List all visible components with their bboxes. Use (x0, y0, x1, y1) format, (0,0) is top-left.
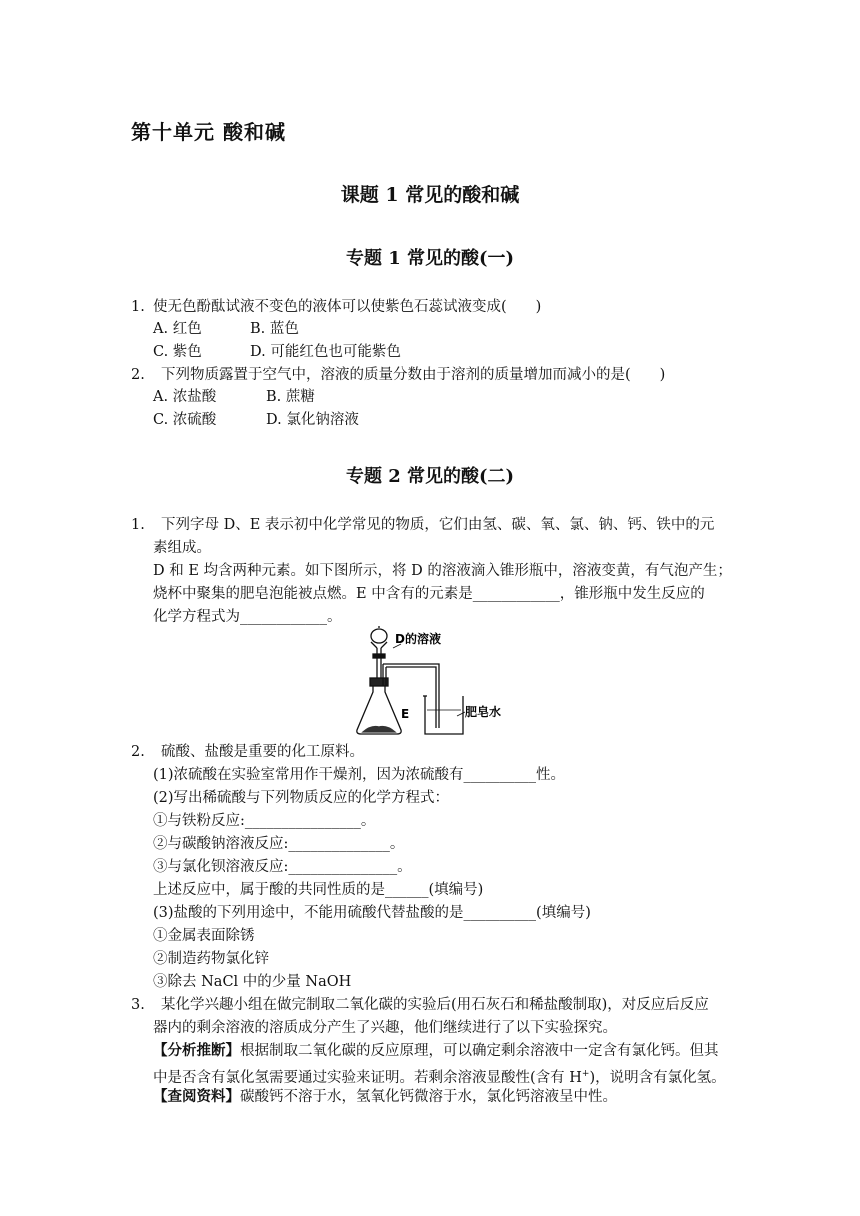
analysis-text: )，说明含有氯化氢。 (589, 1069, 726, 1086)
beaker (425, 696, 463, 734)
question-number: 3. (131, 997, 145, 1013)
question-line: 器内的剩余溶液的溶质成分产生了兴趣，他们继续进行了以下实验探究。 (153, 1020, 617, 1036)
question-line (153, 1063, 726, 1089)
question-line: 某化学兴趣小组在做完制取二氧化碳的实验后(用石灰石和稀盐酸制取)，对反应后反应 (161, 997, 709, 1013)
lesson-title: 课题 1 常见的酸和碱 (340, 184, 520, 206)
question-line: (2)写出稀硫酸与下列物质反应的化学方程式： (153, 790, 450, 806)
question-number: 2. (131, 367, 145, 383)
info-text: 碳酸钙不溶于水，氢氧化钙微溶于水，氯化钙溶液呈中性。 (240, 1089, 617, 1105)
question-line: (1)浓硫酸在实验室常用作干燥剂，因为浓硫酸有__________性。 (153, 767, 566, 783)
analysis-text: 根据制取二氧化碳的反应原理，可以确定剩余溶液中一定含有氯化钙。但其 (240, 1043, 719, 1059)
question-line: ②制造药物氯化锌 (153, 951, 269, 967)
question-line: ③与氯化钡溶液反应:_______________。 (153, 859, 412, 875)
label-e: E (401, 707, 410, 721)
topic1-title: 专题 1 常见的酸(一) (345, 248, 515, 269)
question-stem: 硫酸、盐酸是重要的化工原料。 (161, 744, 364, 760)
question-line: (3)盐酸的下列用途中，不能用硫酸代替盐酸的是__________(填编号) (153, 905, 591, 921)
question-line: 上述反应中，属于酸的共同性质的是______(填编号) (153, 882, 484, 898)
option-d: D. 可能红色也可能紫色 (250, 344, 401, 360)
stopper (370, 678, 388, 686)
option-b: B. 蓝色 (250, 321, 299, 337)
apparatus-diagram (353, 626, 513, 738)
question-line: ①金属表面除锈 (153, 928, 255, 944)
question-line: 下列字母 D、E 表示初中化学常见的物质，它们由氢、碳、氧、氯、钠、钙、铁中的元 (161, 517, 715, 533)
label-soap-water: 肥皂水 (465, 705, 502, 719)
question-number: 1. (131, 517, 145, 533)
info-tag: 【查阅资料】 (153, 1088, 240, 1105)
question-line (153, 1040, 719, 1062)
option-d: D. 氯化钠溶液 (266, 412, 359, 428)
question-line: ①与铁粉反应:________________。 (153, 813, 376, 829)
topic2-title: 专题 2 常见的酸(二) (345, 466, 515, 487)
question-stem: 下列物质露置于空气中，溶液的质量分数由于溶剂的质量增加而减小的是( ) (161, 367, 666, 383)
analysis-tag: 【分析推断】 (153, 1042, 240, 1059)
question-line: D 和 E 均含两种元素。如下图所示，将 D 的溶液滴入锥形瓶中，溶液变黄，有气泡产生； (153, 563, 732, 579)
question-line: ②与碳酸钠溶液反应:______________。 (153, 836, 405, 852)
question-number: 2. (131, 744, 145, 760)
analysis-text: 中是否含有氯化氢需要通过实验来证明。若剩余溶液显酸性(含有 H (153, 1069, 582, 1086)
option-c: C. 浓硫酸 (153, 412, 217, 428)
question-line: 素组成。 (153, 540, 211, 556)
unit-title: 第十单元 酸和碱 (131, 120, 286, 144)
option-a: A. 浓盐酸 (153, 389, 217, 405)
question-line: 烧杯中聚集的肥皂泡能被点燃。E 中含有的元素是____________，锥形瓶中发生反应的 (153, 586, 705, 602)
question-line: ③除去 NaCl 中的少量 NaOH (153, 974, 352, 990)
question-stem: 使无色酚酞试液不变色的液体可以使紫色石蕊试液变成( ) (153, 299, 542, 315)
option-c: C. 紫色 (153, 344, 202, 360)
question-number: 1. (131, 299, 145, 315)
apparatus-figure (353, 626, 513, 738)
label-d-solution: D的溶液 (395, 632, 441, 646)
funnel-bulb (371, 629, 387, 643)
superscript-plus: + (581, 1069, 590, 1079)
question-line: 化学方程式为____________。 (153, 609, 342, 625)
option-a: A. 红色 (153, 321, 202, 337)
question-line (153, 1086, 617, 1108)
option-b: B. 蔗糖 (266, 389, 315, 405)
